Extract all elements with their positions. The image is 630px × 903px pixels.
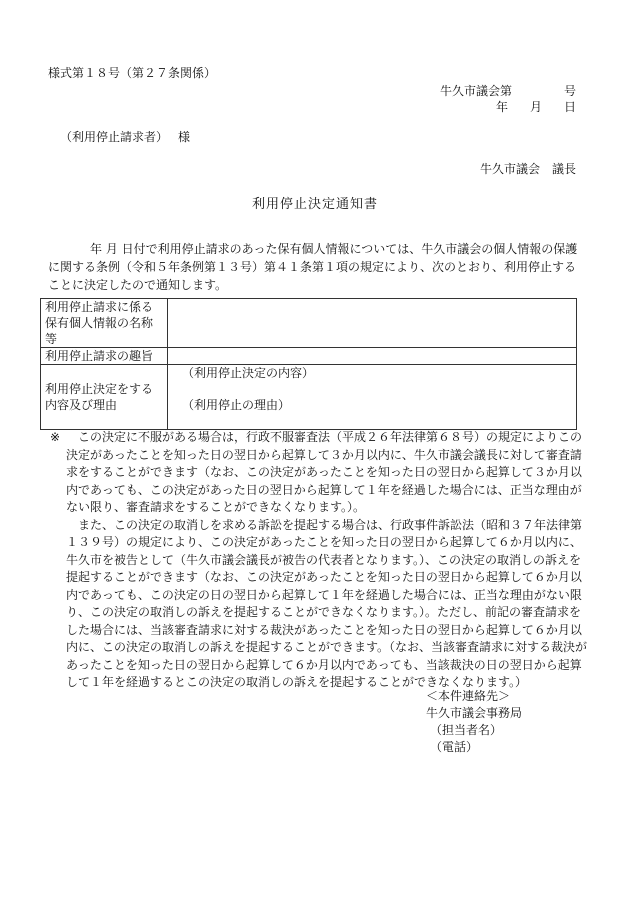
table-value-info-name (168, 299, 577, 348)
body-text: 年 月 日付で利用停止請求のあった保有個人情報については、牛久市議会の個人情報の保護に関する条例（令和５年条例第１３号）第４１条第１項の規定により、次のとおり、利用停止することに決定したので通知します。 (48, 242, 578, 292)
table-label-info-name: 利用停止請求に係る保有個人情報の名称等 (41, 299, 168, 348)
decision-content-label: （利用停止決定の内容） (182, 366, 315, 380)
contact-heading: ＜本件連絡先＞ (426, 689, 511, 703)
document-date (496, 98, 576, 116)
notice-mark: ※ (50, 430, 61, 444)
document-number-prefix: 牛久市議会第 (439, 84, 512, 98)
date-month: 月 (529, 100, 542, 114)
contact-office: 牛久市議会事務局 (426, 706, 523, 720)
table-value-decision (168, 365, 577, 430)
decision-table (40, 298, 577, 430)
contact-block (426, 688, 522, 756)
notice-paragraph-lawsuit: また、この決定の取消しを求める訴訟を提起する場合は、行政事件訴訟法（昭和３７年法律第１３９号）の規定により、この決定があったことを知った日の翌日から起算して６か月以内に、牛久市を被告として（牛久市議会議長が被告の代表者となります。）、この決定の取消しの訴えを提起することができます（なお、この決定があったことを知った日の翌日から起算して６か月以内であっても、この決定の日の翌日から起算して１年を経過した場合には、正当な理由がない限り、この決定の取消しの訴えを提起することができなくなります。）。ただし、前記の審査請求をした場合には、当該審査請求に対する裁決があったことを知った日の翌日から起算して６か月以内に、この決定の取消しの訴えを提起することができます。（なお、当該審査請求に対する裁決があったことを知った日の翌日から起算して６か月以内であっても、当該裁決の日の翌日から起算して１年を経過するとこの決定の取消しの訴えを提起することができなくなります。） (66, 517, 588, 689)
recipient-honorific: 様 (178, 130, 191, 144)
form-number: 様式第１８号（第２７条関係） (48, 66, 217, 80)
table-value-request-purpose (168, 348, 577, 365)
document-title: 利用停止決定通知書 (251, 197, 378, 212)
recipient-name: （利用停止請求者） (60, 130, 169, 144)
date-year: 年 (495, 100, 508, 114)
sender-role: 議長 (551, 162, 576, 176)
decision-reason-label: （利用停止の理由） (182, 398, 291, 412)
notice-paragraph-review: この決定に不服がある場合は，行政不服審査法（平成２６年法律第６８号）の規定によりこの決定があったことを知った日の翌日から起算して３か月以内に、牛久市議会議長に対して審査請求をすることができます（なお、この決定があったことを知った日の翌日から起算して３か月以内であっても、この決定があった日の翌日から起算して１年を経過した場合には、正当な理由がない限り、審査請求をすることができなくなります。）。 (66, 430, 583, 514)
table-row (41, 365, 577, 430)
recipient (60, 128, 190, 146)
table-row (41, 348, 577, 365)
table-label-decision: 利用停止決定をする内容及び理由 (41, 365, 168, 430)
contact-phone: （電話） (430, 740, 479, 754)
table-row (41, 299, 577, 348)
table-label-request-purpose: 利用停止請求の趣旨 (41, 348, 168, 365)
appeal-notice (48, 429, 588, 692)
contact-person: （担当者名） (430, 723, 503, 737)
document-number-suffix: 号 (563, 84, 576, 98)
date-day: 日 (563, 100, 576, 114)
sender-org: 牛久市議会 (479, 162, 540, 176)
sender (480, 160, 576, 178)
